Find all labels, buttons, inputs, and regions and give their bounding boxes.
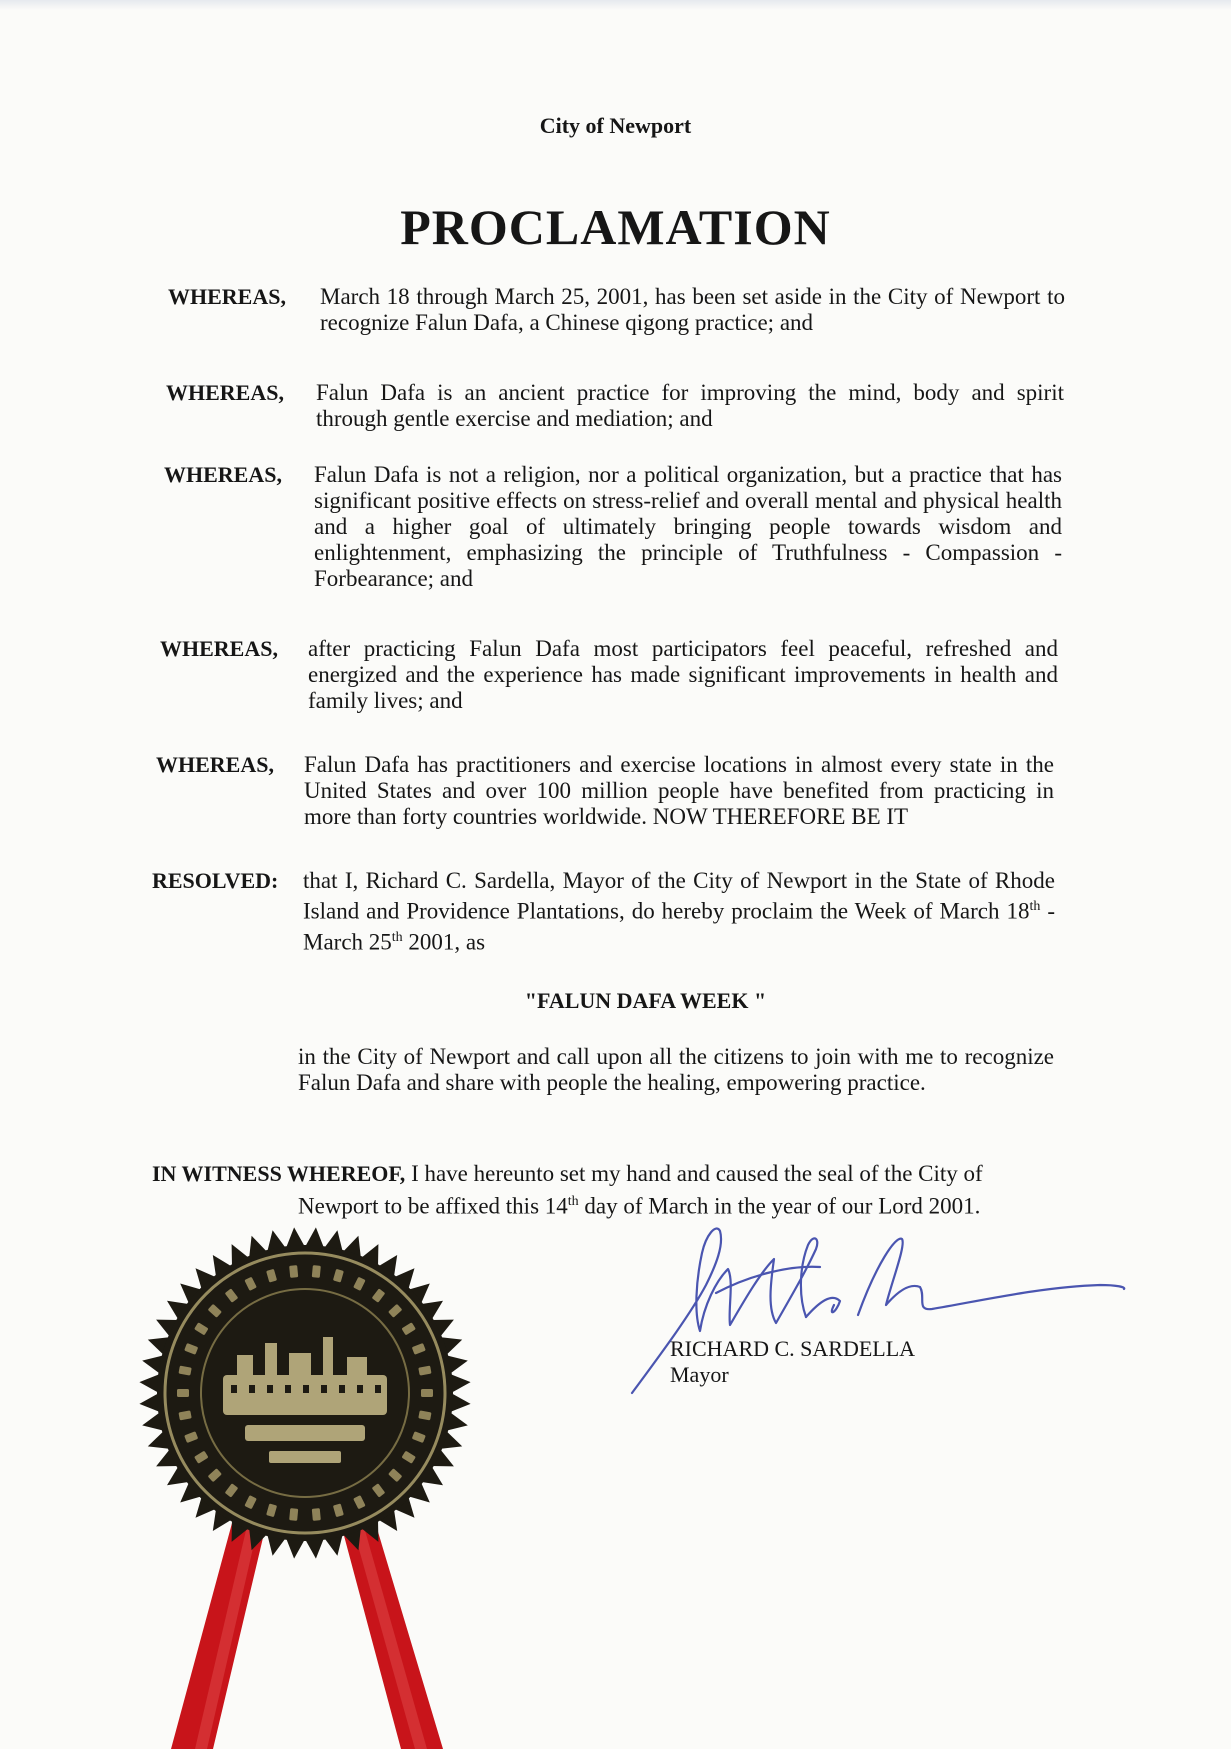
city-seal — [125, 1225, 485, 1749]
clause-label: WHEREAS, — [160, 636, 278, 661]
clause-text: after practicing Falun Dafa most participators feel peaceful, refreshed and energized and the experience has made significant improvements in health and family lives; and — [308, 636, 1058, 713]
clause-text: Falun Dafa is an ancient practice for improving the mind, body and spirit through gentle exercise and mediation; and — [316, 380, 1064, 431]
resolved-text — [303, 868, 1055, 955]
city-header: City of Newport — [539, 113, 692, 138]
witness-text-b: Newport to be affixed this 14 — [298, 1193, 568, 1219]
ordinal-suffix: th — [391, 929, 403, 945]
witness-text-a: I have hereunto set my hand and caused the seal of the City of — [405, 1161, 983, 1186]
signatory-name: RICHARD C. SARDELLA — [670, 1336, 916, 1361]
resolved-text-b: - March 25 — [303, 898, 1055, 955]
clause-text: March 18 through March 25, 2001, has been set aside in the City of Newport to recognize Falun Dafa, a Chinese qigong practice; and — [320, 284, 1065, 335]
scan-edge — [0, 0, 1231, 10]
clause-label: WHEREAS, — [168, 284, 286, 309]
clause-label: WHEREAS, — [164, 462, 282, 487]
ordinal-suffix: th — [1029, 899, 1041, 914]
witness-label: IN WITNESS WHEREOF, — [152, 1161, 406, 1186]
week-title: "FALUN DAFA WEEK " — [524, 988, 767, 1013]
witness-text-c: day of March in the year of our Lord 2001. — [578, 1193, 981, 1219]
resolved-label: RESOLVED: — [152, 868, 279, 893]
clause-text: Falun Dafa is not a religion, nor a political organization, but a practice that has significant positive effects on stress-relief and overall mental and physical health and a higher goal of ultimately bringing people towards wisdom and enlightenment, emphasizing the principle of Truthfulness - Compassion - Forbearance; and — [314, 462, 1062, 591]
resolved-text-a: that I, Richard C. Sardella, Mayor of the City of Newport in the State of Rhode Island and Providence Plantations, do hereby proclaim the Week of March 18 — [303, 868, 1055, 924]
signatory-title: Mayor — [670, 1362, 729, 1387]
clause-text: Falun Dafa has practitioners and exercise locations in almost every state in the United States and over 100 million people have benefited from practicing in more than forty countries worldwide. NOW THEREFORE BE IT — [304, 752, 1054, 829]
ordinal-suffix: th — [567, 1194, 579, 1209]
call-text: in the City of Newport and call upon all the citizens to join with me to recognize Falun Dafa and share with people the healing, empowering practice. — [298, 1044, 1054, 1095]
document-title: PROCLAMATION — [400, 199, 831, 255]
clause-label: WHEREAS, — [166, 380, 284, 405]
clause-label: WHEREAS, — [156, 752, 274, 777]
resolved-text-c: 2001, as — [402, 929, 486, 955]
